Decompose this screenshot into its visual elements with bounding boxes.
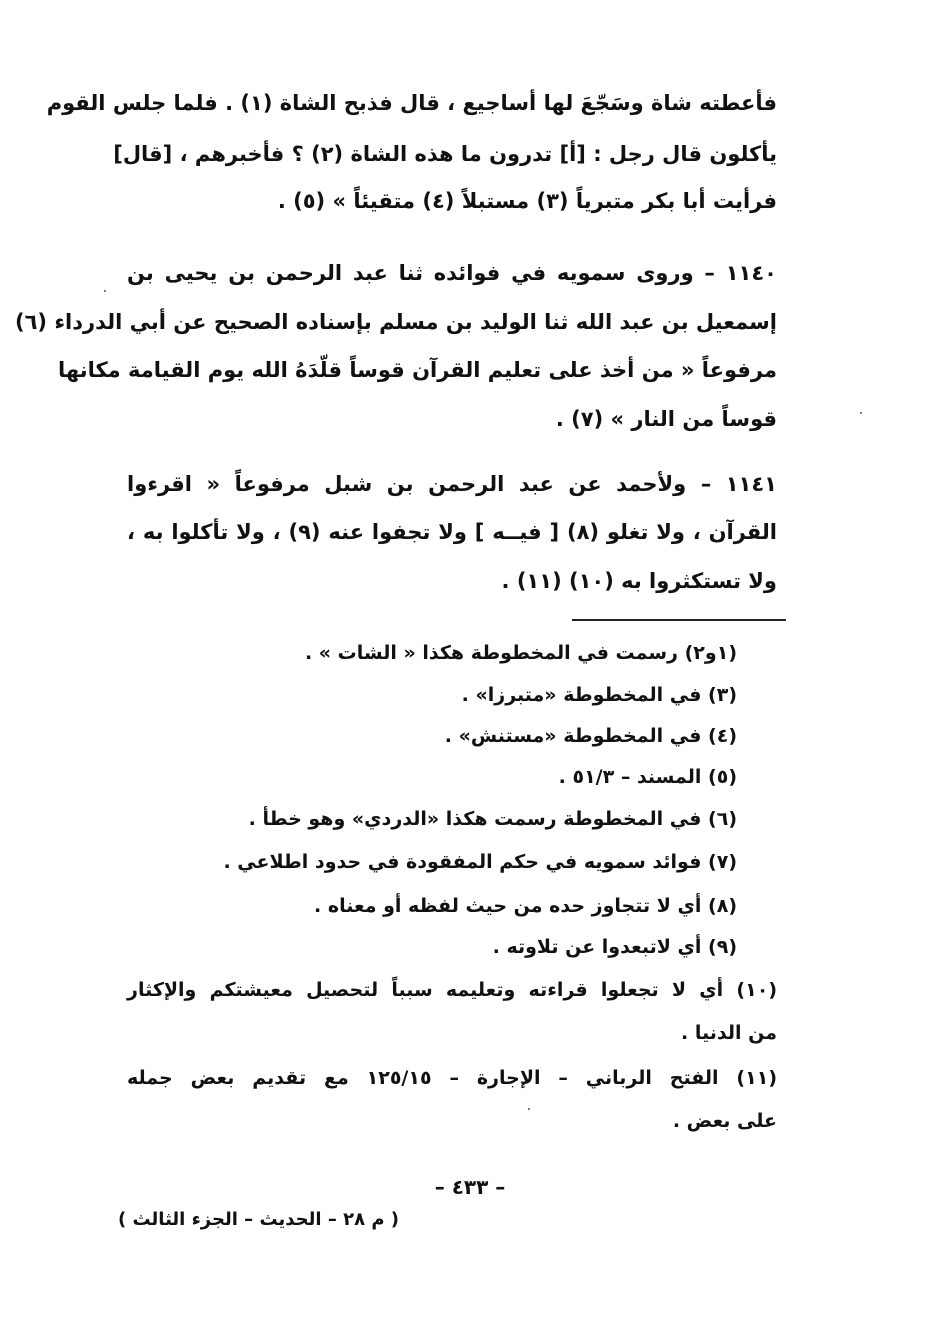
footnote: (٤) في المخطوطة «مستنش» . bbox=[444, 725, 737, 747]
footnote-continuation: من الدنيا . bbox=[681, 1022, 777, 1044]
footnote: (٧) فوائد سمويه في حكم المفقودة في حدود اطلاعي . bbox=[223, 851, 737, 873]
body-line: القرآن ، ولا تغلو (٨) [ فيــه ] ولا تجفوا عنه (٩) ، ولا تأكلوا به ، bbox=[127, 520, 777, 544]
body-line: مرفوعاً « من أخذ على تعليم القرآن قوساً قلّدَهُ الله يوم القيامة مكانها bbox=[57, 358, 777, 382]
body-line: قوساً من النار » (٧) . bbox=[555, 407, 777, 431]
scan-speck bbox=[528, 1108, 530, 1110]
footnote: (٩) أي لاتبعدوا عن تلاوته . bbox=[492, 936, 737, 958]
body-line: فأعطته شاة وسَجّعَ لها أساجيع ، قال فذبح الشاة (١) . فلما جلس القوم bbox=[46, 91, 777, 115]
body-line: فرأيت أبا بكر متبرياً (٣) مستبلاً (٤) متقيئاً » (٥) . bbox=[277, 189, 777, 213]
scan-speck bbox=[860, 412, 862, 414]
body-line: إسمعيل بن عبد الله ثنا الوليد بن مسلم بإسناده الصحيح عن أبي الدرداء (٦) bbox=[14, 310, 777, 334]
footnote: (١٠) أي لا تجعلوا قراءته وتعليمه سبباً لتحصيل معيشتكم والإكثار bbox=[127, 979, 777, 1001]
footnote-separator bbox=[572, 619, 786, 621]
printer-signature: ( م ٢٨ – الحديث – الجزء الثالث ) bbox=[118, 1209, 400, 1230]
page-number: – ٤٣٣ – bbox=[434, 1175, 506, 1199]
footnote: (٨) أي لا تتجاوز حده من حيث لفظه أو معناه . bbox=[314, 895, 737, 917]
body-line: يأكلون قال رجل : [أ] تدرون ما هذه الشاة (٢) ؟ فأخبرهم ، [قال] bbox=[113, 142, 777, 166]
body-line: ١١٤٠ – وروى سمويه في فوائده ثنا عبد الرحمن بن يحيى بن bbox=[127, 261, 777, 285]
body-line: ١١٤١ – ولأحمد عن عبد الرحمن بن شبل مرفوعاً « اقرءوا bbox=[127, 472, 777, 496]
scan-speck bbox=[104, 290, 106, 292]
footnote: (٥) المسند – ٥١/٣ . bbox=[558, 766, 737, 788]
footnote: (٦) في المخطوطة رسمت هكذا «الدردي» وهو خطأ . bbox=[248, 808, 737, 830]
footnote: (١و٢) رسمت في المخطوطة هكذا « الشات » . bbox=[304, 642, 737, 664]
footnote: (٣) في المخطوطة «متبرزا» . bbox=[461, 684, 737, 706]
body-line: ولا تستكثروا به (١٠) (١١) . bbox=[501, 569, 777, 593]
footnote: (١١) الفتح الرباني – الإجارة – ١٢٥/١٥ مع تقديم بعض جمله bbox=[127, 1067, 777, 1089]
footnote-continuation: على بعض . bbox=[672, 1110, 777, 1132]
